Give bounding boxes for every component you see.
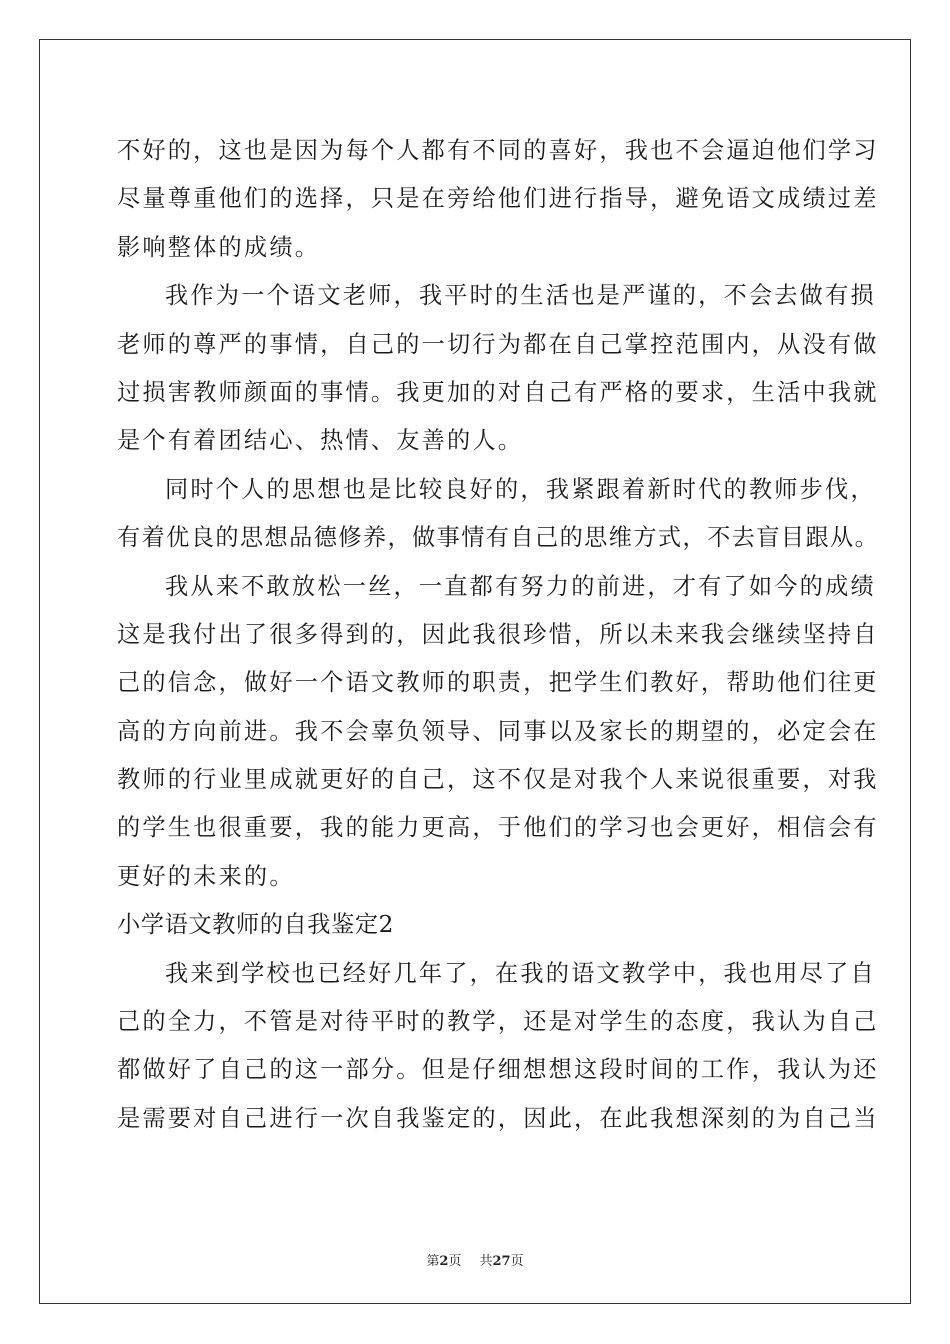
- paragraph-start-line: 我来到学校也已经好几年了，在我的语文教学中，我也用尽了自: [165, 959, 876, 987]
- text-line: 老师的尊严的事情，自己的一切行为都在自己掌控范围内，从没有做: [117, 330, 879, 358]
- text-line: 己的信念，做好一个语文教师的职责，把学生们教好，帮助他们往更: [117, 669, 879, 697]
- page-footer: [0, 1250, 950, 1269]
- text-line: 是需要对自己进行一次自我鉴定的，因此，在此我想深刻的为自己当: [117, 1104, 879, 1132]
- text-line: 过损害教师颜面的事情。我更加的对自己有严格的要求，生活中我就: [117, 378, 879, 406]
- text-line: 教师的行业里成就更好的自己，这不仅是对我个人来说很重要，对我: [117, 766, 879, 794]
- text-line: 这是我付出了很多得到的，因此我很珍惜，所以未来我会继续坚持自: [117, 620, 879, 648]
- total-pages: 27: [492, 1254, 511, 1269]
- document-body: [117, 127, 880, 1143]
- text-line: 都做好了自己的这一部分。但是仔细想想这段时间的工作，我认为还: [117, 1056, 879, 1084]
- total-prefix: 共: [479, 1254, 493, 1269]
- text-line: 的学生也很重要，我的能力更高，于他们的学习也会更好，相信会有: [117, 814, 879, 842]
- text-line: 是个有着团结心、热情、友善的人。: [117, 427, 524, 455]
- total-suffix: 页: [510, 1254, 524, 1269]
- text-line: 不好的，这也是因为每个人都有不同的喜好，我也不会逼迫他们学习: [117, 137, 879, 164]
- page-number: 2: [439, 1254, 449, 1269]
- text-line: 有着优良的思想品德修养，做事情有自己的思维方式，不去盲目跟从。: [117, 524, 880, 552]
- section-heading: 小学语文教师的自我鉴定2: [117, 911, 395, 939]
- text-line: 尽量尊重他们的选择，只是在旁给他们进行指导，避免语文成绩过差: [117, 185, 879, 213]
- text-line: 影响整体的成绩。: [117, 233, 321, 261]
- paragraph-start-line: 我从来不敢放松一丝，一直都有努力的前进，才有了如今的成绩: [165, 572, 876, 600]
- page-suffix: 页: [448, 1254, 462, 1269]
- paragraph-start-line: 我作为一个语文老师，我平时的生活也是严谨的，不会去做有损: [165, 282, 876, 310]
- text-line: 更好的未来的。: [117, 862, 295, 890]
- paragraph-start-line: 同时个人的思想也是比较良好的，我紧跟着新时代的教师步伐，: [165, 475, 876, 503]
- text-line: 高的方向前进。我不会辜负领导、同事以及家长的期望的，必定会在: [117, 717, 879, 745]
- page-prefix: 第: [426, 1254, 440, 1269]
- text-line: 己的全力，不管是对待平时的教学，还是对学生的态度，我认为自己: [117, 1008, 879, 1036]
